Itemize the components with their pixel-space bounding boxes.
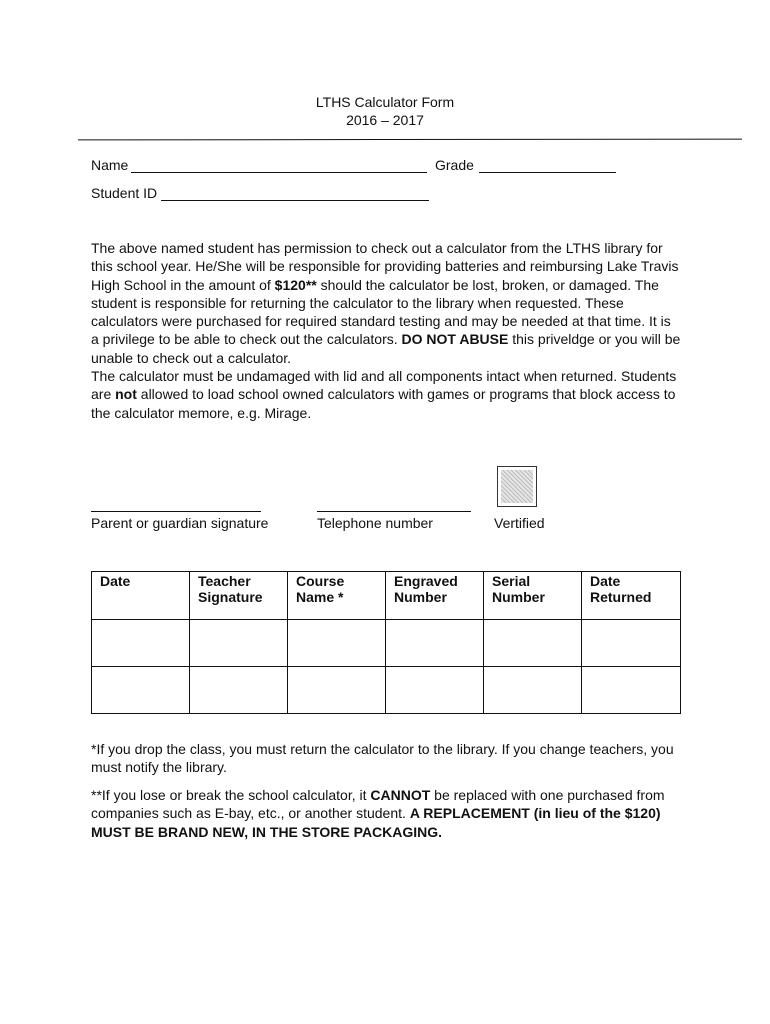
telephone-label: Telephone number — [317, 515, 433, 531]
column-header: Course Name * — [288, 572, 386, 620]
text-span: The above named student has permission to check out a calculator from the LTHS library for this school year. He/She will be responsible for providing batteries and reimbursing Lake Travis High School in the amount of — [91, 240, 679, 293]
text-span: this priveldge or you will be unable to check out a calculator. — [91, 331, 681, 366]
table-cell[interactable] — [582, 620, 681, 667]
replacement-rule-text: A REPLACEMENT (in lieu of the $120) MUST BE BRAND NEW, IN THE STORE PACKAGING. — [91, 805, 661, 840]
paragraph-condition — [91, 367, 681, 422]
table-cell[interactable] — [386, 667, 484, 714]
not-text: not — [115, 386, 137, 403]
permission-text — [91, 239, 681, 422]
text-span: The calculator must be undamaged with lid and all components intact when returned. Students are — [91, 368, 677, 403]
table-cell[interactable] — [288, 667, 386, 714]
verified-label: Vertified — [494, 515, 545, 531]
warning-text: DO NOT ABUSE — [401, 331, 509, 348]
student-id-field[interactable] — [161, 200, 429, 201]
verified-checkbox[interactable] — [497, 466, 537, 507]
checkbox-shading — [501, 470, 533, 503]
table-row — [92, 667, 681, 714]
table-cell[interactable] — [582, 667, 681, 714]
text-span: **If you lose or break the school calculator, it — [91, 787, 371, 803]
column-header: Teacher Signature — [190, 572, 288, 620]
text-span: allowed to load school owned calculators with games or programs that block access to the calculator memore, e.g. Mirage. — [91, 386, 676, 421]
table-row — [92, 620, 681, 667]
parent-signature-field[interactable] — [91, 511, 261, 512]
grade-label: Grade — [435, 157, 474, 173]
column-header: Date Returned — [582, 572, 681, 620]
column-header: Date — [92, 572, 190, 620]
text-span: be replaced with one purchased from companies such as E-bay, etc., or another student. — [91, 787, 665, 822]
text-span: should the calculator be lost, broken, or damaged. The student is responsible for returning the calculator to the library when requested. These calculators were purchased for required standard testing and may be needed at that time. It is a privilege to be able to check out the calculators. — [91, 276, 671, 348]
grade-field[interactable] — [479, 172, 616, 173]
student-id-label: Student ID — [91, 185, 158, 201]
cannot-text: CANNOT — [370, 787, 431, 803]
name-field[interactable] — [131, 172, 427, 173]
name-label: Name — [91, 157, 129, 173]
table-cell[interactable] — [92, 667, 190, 714]
table-cell[interactable] — [92, 620, 190, 667]
form-title: LTHS Calculator Form — [315, 94, 455, 110]
footnote-drop-class: *If you drop the class, you must return the calculator to the library. If you change teachers, you must notify the library. — [91, 741, 674, 776]
table-cell[interactable] — [288, 620, 386, 667]
header-divider — [78, 139, 742, 141]
table-cell[interactable] — [190, 667, 288, 714]
checkout-table — [91, 571, 681, 714]
table-cell[interactable] — [386, 620, 484, 667]
parent-signature-label: Parent or guardian signature — [91, 515, 269, 531]
table-cell[interactable] — [484, 620, 582, 667]
form-year: 2016 – 2017 — [346, 112, 424, 128]
paragraph-permission — [91, 239, 681, 367]
column-header: Serial Number — [484, 572, 582, 620]
table-cell[interactable] — [484, 667, 582, 714]
table-header-row — [92, 572, 681, 620]
amount-text: $120** — [274, 276, 317, 293]
telephone-field[interactable] — [317, 511, 471, 512]
column-header: Engraved Number — [386, 572, 484, 620]
footnote-replacement — [91, 786, 681, 841]
table-cell[interactable] — [190, 620, 288, 667]
